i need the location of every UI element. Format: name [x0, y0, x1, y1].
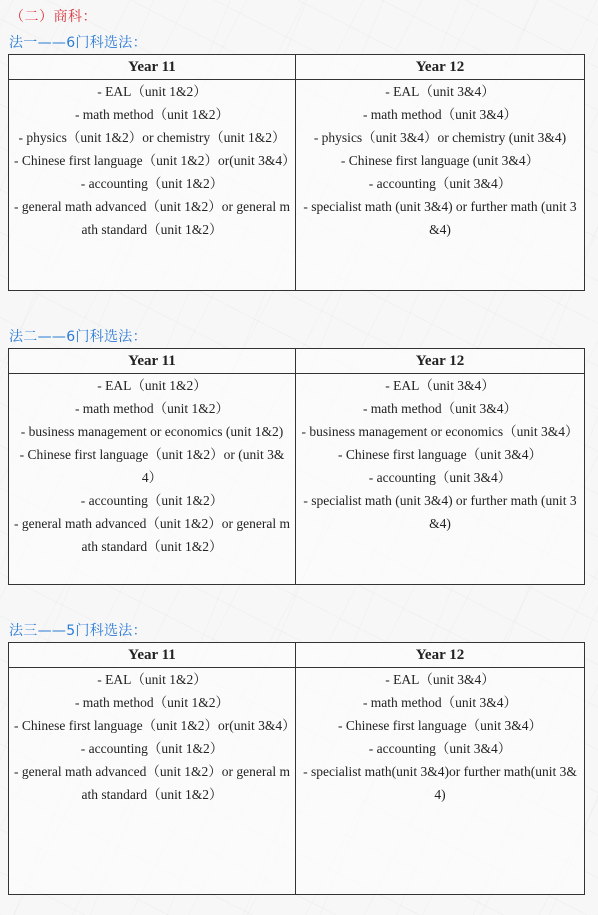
subject-entry: - math method（unit 1&2）	[74, 107, 230, 122]
subject-entry: - accounting（unit 3&4）	[368, 470, 512, 485]
subject-entry: - math method（unit 1&2）	[74, 695, 230, 710]
subject-entry: - physics（unit 3&4）or chemistry (unit 3&4)	[313, 130, 567, 145]
subject-entry: - Chinese first language (unit 3&4）	[340, 153, 540, 168]
subject-entry: - business management or economics (unit 1&2)	[20, 424, 284, 439]
subject-entry: - accounting（unit 3&4）	[368, 176, 512, 191]
subject-entry: - general math advanced（unit 1&2）or general math standard（unit 1&2）	[14, 199, 290, 237]
table-row	[9, 668, 585, 895]
subject-entry: - accounting（unit 1&2）	[80, 493, 224, 508]
column-header-year-11: Year 11	[9, 55, 296, 80]
subject-entry: - accounting（unit 1&2）	[80, 176, 224, 191]
subject-entry: - EAL（unit 3&4）	[385, 672, 495, 687]
column-header-year-12: Year 12	[296, 349, 585, 374]
year-11-subjects	[9, 80, 296, 291]
table-header-row	[9, 643, 585, 668]
subject-entry: - EAL（unit 3&4）	[385, 378, 495, 393]
subject-entry: - general math advanced（unit 1&2）or general math standard（unit 1&2）	[14, 516, 290, 554]
column-header-year-11: Year 11	[9, 643, 296, 668]
year-11-subjects	[9, 668, 296, 895]
table-row	[9, 374, 585, 585]
table-header-row	[9, 55, 585, 80]
subject-entry: - specialist math (unit 3&4) or further math (unit 3&4)	[303, 493, 577, 531]
subject-entry: - general math advanced（unit 1&2）or general math standard（unit 1&2）	[14, 764, 290, 802]
option-1-heading: 法一——6门科选法：	[9, 35, 147, 51]
subject-entry: - Chinese first language（unit 1&2）or(unit 3&4）	[14, 718, 296, 733]
option-3-heading: 法三——5门科选法：	[9, 623, 147, 639]
subject-entry: - accounting（unit 3&4）	[368, 741, 512, 756]
subject-entry: - Chinese first language（unit 1&2）or (unit 3&4）	[19, 447, 285, 485]
subject-entry: - math method（unit 3&4）	[362, 695, 518, 710]
subject-entry: - math method（unit 1&2）	[74, 401, 230, 416]
subject-entry: - EAL（unit 3&4）	[385, 84, 495, 99]
subject-entry: - EAL（unit 1&2）	[97, 378, 207, 393]
subject-entry: - Chinese first language（unit 3&4）	[338, 447, 542, 462]
subject-entry: - specialist math (unit 3&4) or further math (unit 3&4)	[303, 199, 577, 237]
column-header-year-11: Year 11	[9, 349, 296, 374]
column-header-year-12: Year 12	[296, 643, 585, 668]
subject-entry: - specialist math(unit 3&4)or further math(unit 3&4)	[303, 764, 577, 802]
year-12-subjects	[296, 374, 585, 585]
option-2-heading: 法二——6门科选法：	[9, 329, 147, 345]
column-header-year-12: Year 12	[296, 55, 585, 80]
table-header-row	[9, 349, 585, 374]
option-3-table	[8, 642, 585, 895]
subject-entry: - physics（unit 1&2）or chemistry（unit 1&2）	[18, 130, 286, 145]
section-title: （二）商科：	[10, 9, 97, 25]
subject-entry: - Chinese first language（unit 1&2）or(unit 3&4）	[14, 153, 296, 168]
subject-entry: - business management or economics（unit 3&4）	[301, 424, 579, 439]
option-1-table	[8, 54, 585, 291]
subject-entry: - math method（unit 3&4）	[362, 401, 518, 416]
subject-entry: - EAL（unit 1&2）	[97, 672, 207, 687]
subject-entry: - Chinese first language（unit 3&4）	[338, 718, 542, 733]
year-12-subjects	[296, 80, 585, 291]
option-2-table	[8, 348, 585, 585]
year-12-subjects	[296, 668, 585, 895]
table-row	[9, 80, 585, 291]
subject-entry: - EAL（unit 1&2）	[97, 84, 207, 99]
subject-entry: - math method（unit 3&4）	[362, 107, 518, 122]
subject-entry: - accounting（unit 1&2）	[80, 741, 224, 756]
year-11-subjects	[9, 374, 296, 585]
